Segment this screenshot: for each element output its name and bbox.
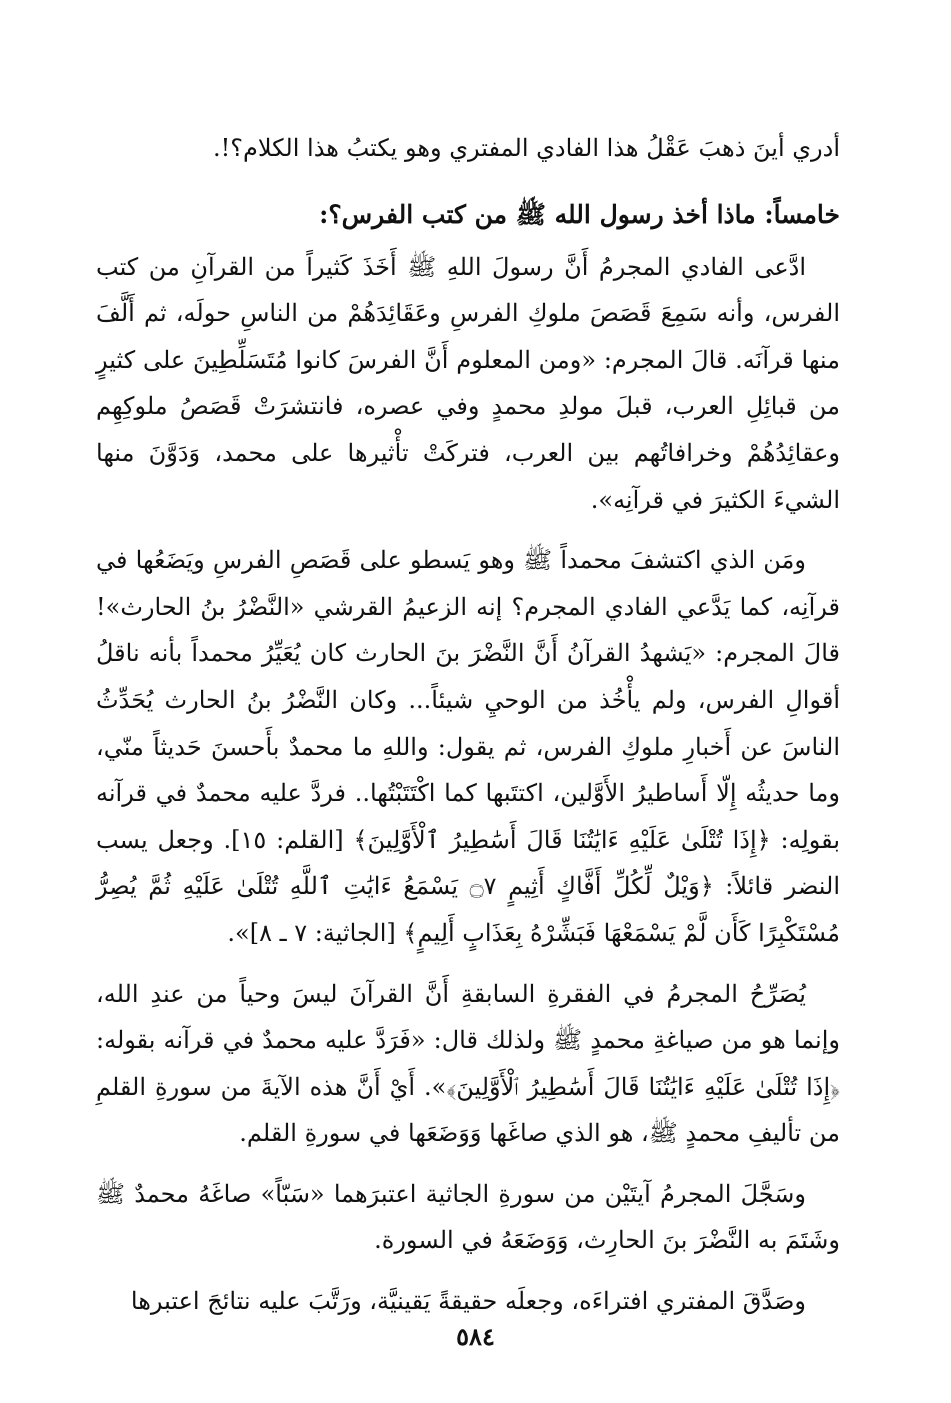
paragraph-3: يُصَرِّحُ المجرمُ في الفقرةِ السابقةِ أَنَّ القرآنَ ليسَ وحياً من عندِ الله، وإنما هو من صياغةِ محمدٍ ﷺ ولذلك قال: «فَرَدَّ عليه محمدٌ في قرآنه بقوله: ﴿إِذَا تُتْلَىٰ عَلَيْهِ ءَايَٰتُنَا قَالَ أَسَٰطِيرُ ٱلْأَوَّلِينَ﴾». أَيْ أَنَّ هذه الآيةَ من سورةِ القلمِ من تأليفِ محمدٍ ﷺ، هو الذي صاغَها وَوَضَعَها في سورةِ القلم. <box>96 979 840 1148</box>
paragraph-5: وصَدَّقَ المفتري افتراءَه، وجعلَه حقيقةً يَقينيَّة، ورَتَّبَ عليه نتائجَ اعتبرها <box>130 1287 806 1316</box>
paragraph-4: وسَجَّلَ المجرمُ آيتَيْن من سورةِ الجاثية اعتبرَهما «سَبّاً» صاغَهُ محمدٌ ﷺ وشَتَمَ به النَّضْرَ بنَ الحارِث، وَوَضَعَهُ في السورة. <box>96 1179 840 1255</box>
page-number: ٥٨٤ <box>456 1322 495 1351</box>
intro-text: أدري أينَ ذهبَ عَقْلُ هذا الفادي المفتري وهو يكتبُ هذا الكلام؟!. <box>212 134 840 162</box>
paragraph-1: ادَّعى الفادي المجرمُ أَنَّ رسولَ اللهِ ﷺ أَخَذَ كَثيراً من القرآنِ من كتب الفرس، وأنه سَمِعَ قَصَصَ ملوكِ الفرسِ وعَقَائِدَهُمْ من الناسِ حولَه، ثم أَلَّفَ منها قرآنَه. قالَ المجرم: «ومن المعلوم أَنَّ الفرسَ كانوا مُتَسَلِّطِينَ على كثيرٍ من قبائِلِ العرب، قبلَ مولدِ محمدٍ وفي عصره، فانتشرَتْ قَصَصُ ملوكِهِم وعقائِدُهُمْ وخرافاتُهم بين العرب، فتركَتْ تأْثيرها على محمد، وَدَوَّنَ منها الشيءَ الكثيرَ في قرآنِه». <box>96 252 840 514</box>
page-body <box>96 125 840 1325</box>
section-heading: خامساً: ماذا أخذ رسول الله ﷺ من كتب الفرس؟: <box>319 199 840 229</box>
paragraph-2: ومَن الذي اكتشفَ محمداً ﷺ وهو يَسطو على قَصَصِ الفرسِ ويَضَعُها في قرآنِه، كما يَدَّعي الفادي المجرم؟ إنه الزعيمُ القرشي «النَّضْرُ بنُ الحارث»! قالَ المجرم: «يَشهدُ القرآنُ أَنَّ النَّضْرَ بنَ الحارث كان يُعَيِّرُ محمداً بأنه ناقلُ أقوالِ الفرس، ولم يأْخُذ من الوحيِ شيئاً... وكان النَّضْرُ بنُ الحارث يُحَدِّثُ الناسَ عن أَخبارِ ملوكِ الفرس، ثم يقول: واللهِ ما محمدٌ بأَحسنَ حَديثاً منّي، وما حديثُه إِلّا أَساطيرُ الأَوَّلين، اكتتَبها كما اكْتَتَبْتُها.. فردَّ عليه محمدٌ في قرآنه بقولِه: ﴿إِذَا تُتْلَىٰ عَلَيْهِ ءَايَٰتُنَا قَالَ أَسَٰطِيرُ ٱلْأَوَّلِينَ﴾ [القلم: ١٥]. وجعل يسب النضر قائلاً: ﴿وَيْلٌ لِّكُلِّ أَفَّاكٍ أَثِيمٍ ۝٧ يَسْمَعُ ءَايَٰتِ ٱللَّهِ تُتْلَىٰ عَلَيْهِ ثُمَّ يُصِرُّ مُسْتَكْبِرًا كَأَن لَّمْ يَسْمَعْهَا فَبَشِّرْهُ بِعَذَابٍ أَلِيمٍ﴾ [الجاثية: ٧ ـ ٨]». <box>96 546 840 947</box>
